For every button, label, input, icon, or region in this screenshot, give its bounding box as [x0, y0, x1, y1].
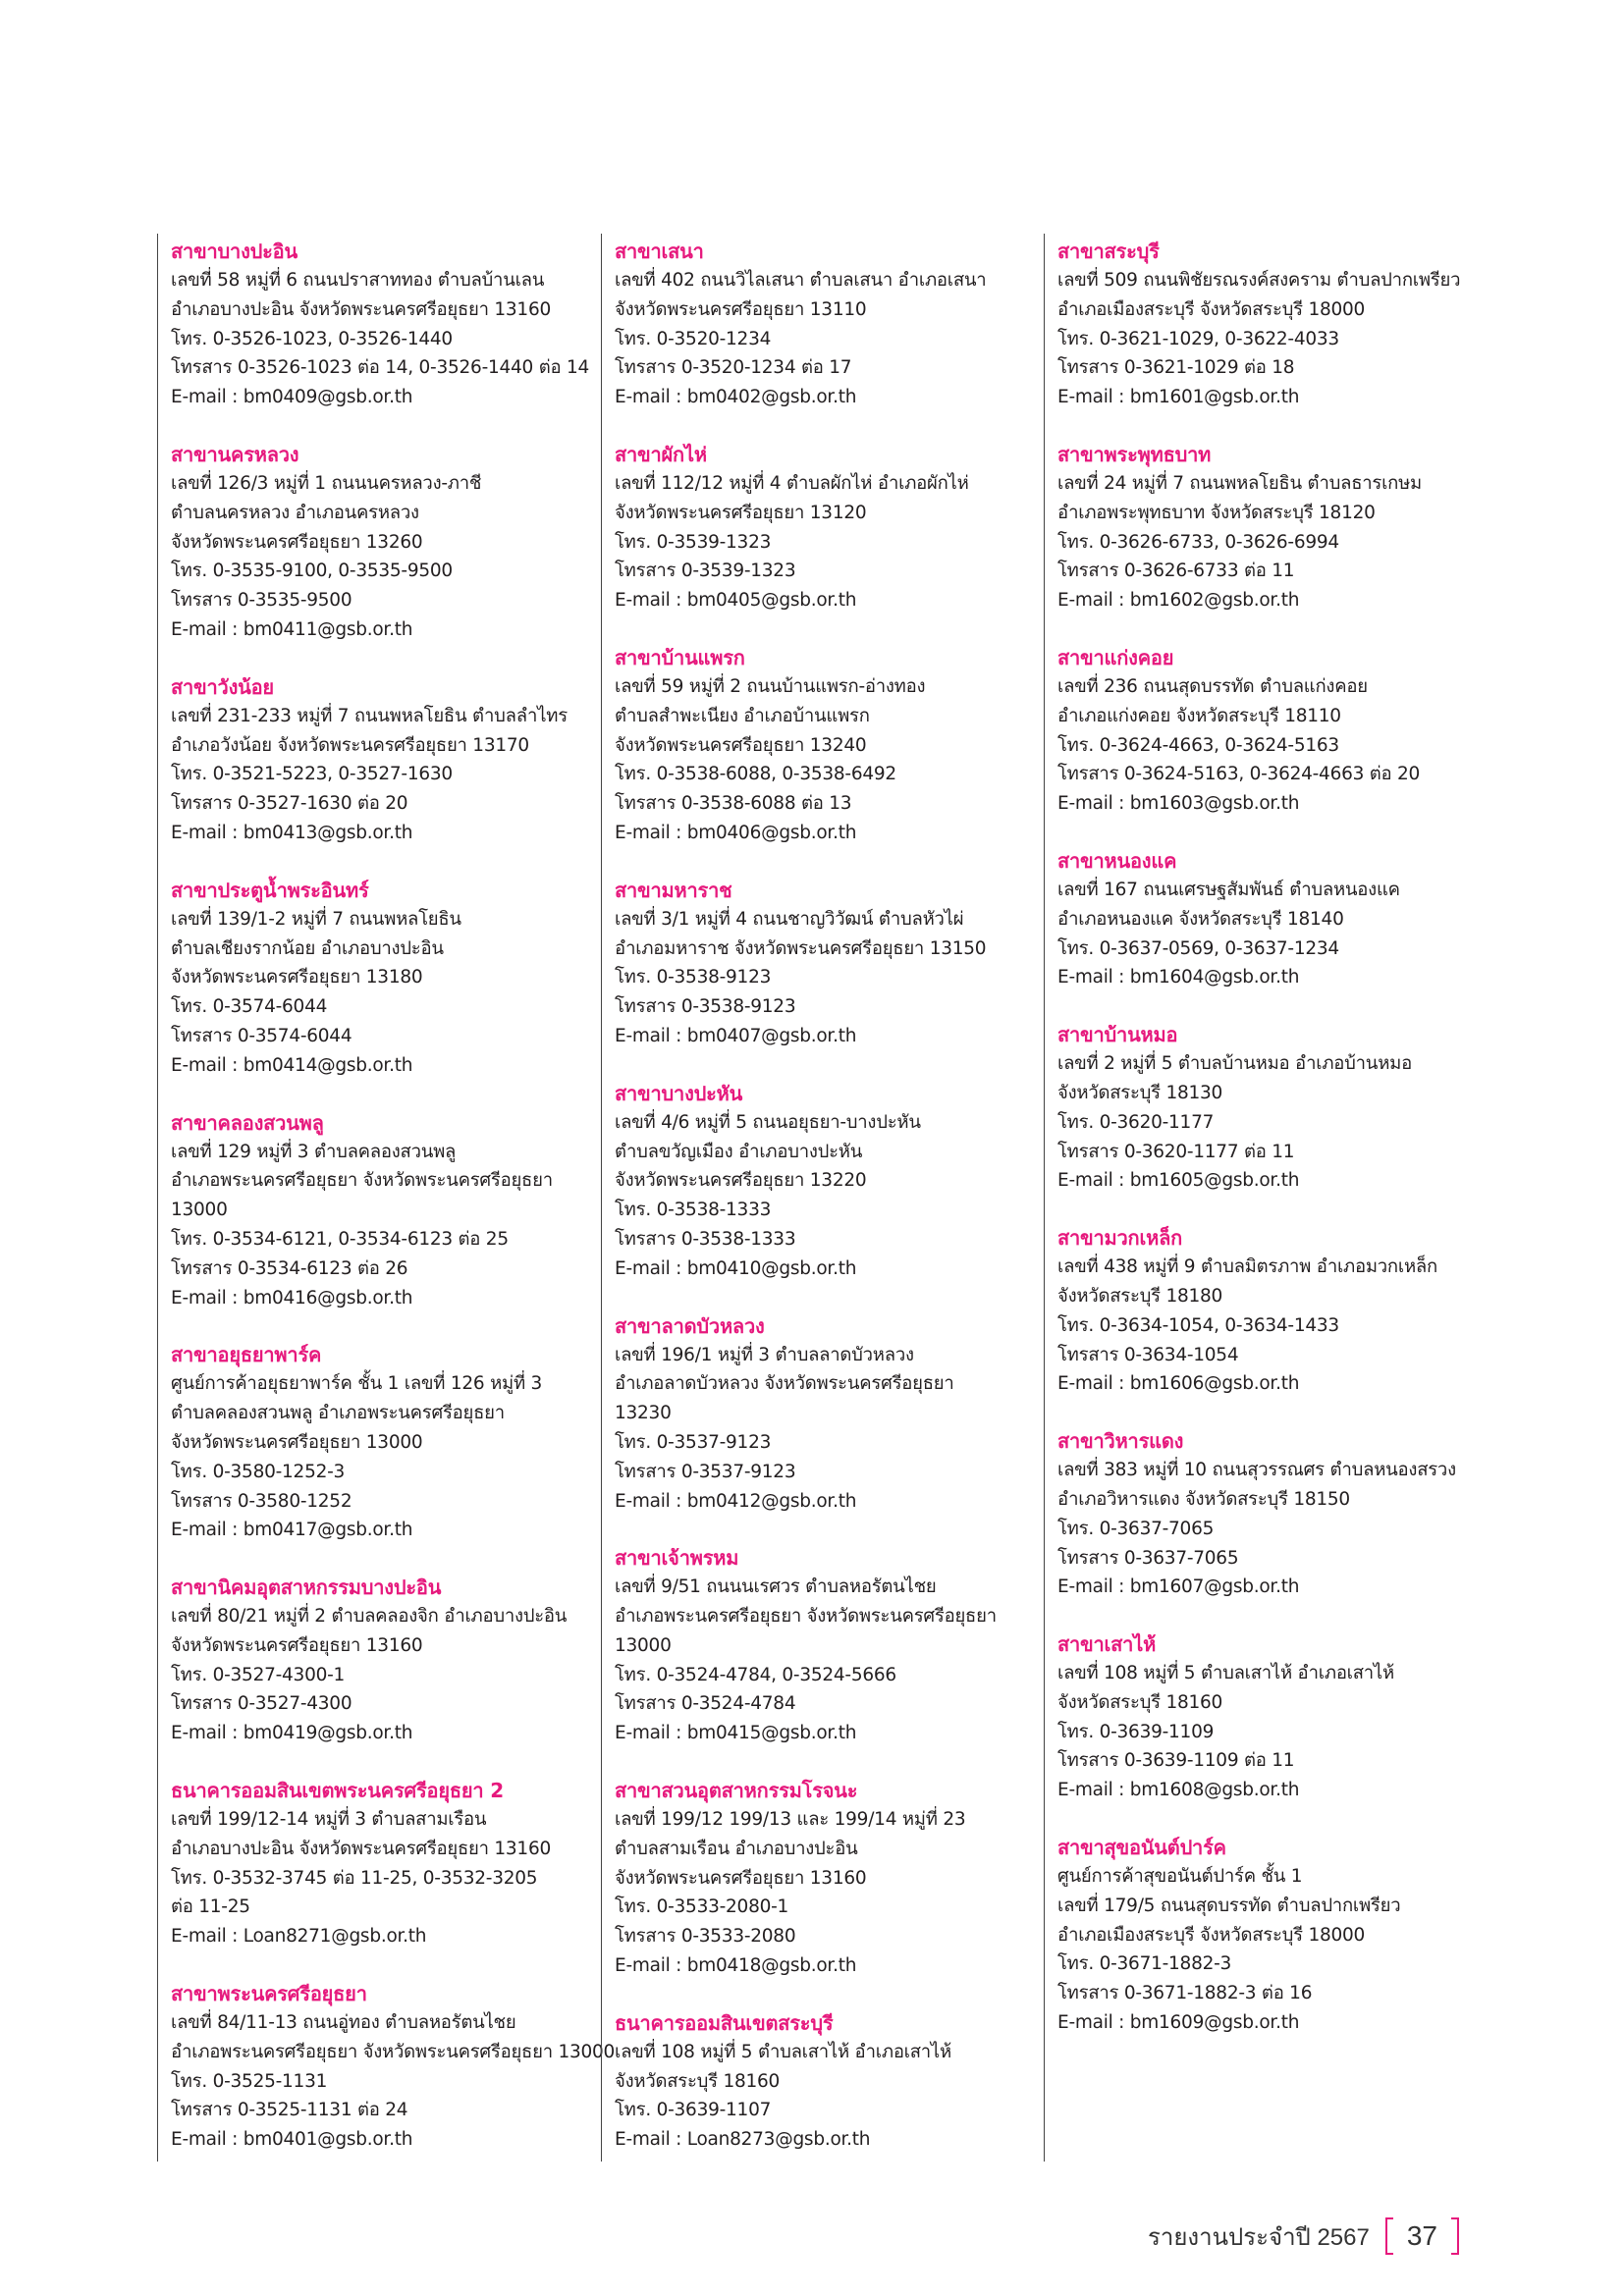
phone-line: โทร. 0-3520-1234 [615, 328, 772, 349]
branch-name: สาขาผักไห่ [615, 442, 707, 466]
report-title: รายงานประจำปี 2567 [1147, 2223, 1370, 2251]
branch-name: สาขาอยุธยาพาร์ค [171, 1343, 322, 1367]
fax-line: โทรสาร 0-3537-9123 [615, 1461, 796, 1482]
phone-line: โทร. 0-3538-9123 [615, 967, 772, 988]
branch-name: ธนาคารออมสินเขตพระนครศรีอยุธยา 2 [171, 1779, 504, 1803]
fax-line: โทรสาร 0-3574-6044 [171, 1025, 352, 1046]
address-line: เลขที่ 9/51 ถนนนเรศวร ตำบลหอรัตนไชย [615, 1576, 937, 1598]
address-line: เลขที่ 2 หมู่ที่ 5 ตำบลบ้านหมอ อำเภอบ้านหมอ [1057, 1053, 1412, 1075]
email-line: E-mail : bm1605@gsb.or.th [1057, 1170, 1300, 1192]
address-line: อำเภอแก่งคอย จังหวัดสระบุรี 18110 [1057, 705, 1341, 726]
branch-column-2 [601, 234, 1033, 2162]
email-line: E-mail : bm0412@gsb.or.th [615, 1490, 857, 1512]
email-line: E-mail : bm0410@gsb.or.th [615, 1257, 857, 1279]
phone-line: โทร. 0-3639-1107 [615, 2100, 772, 2121]
address-line: เลขที่ 4/6 หมู่ที่ 5 ถนนอยุธยา-บางปะหัน [615, 1111, 921, 1133]
address-line: เลขที่ 129 หมู่ที่ 3 ตำบลคลองสวนพลู [171, 1141, 457, 1162]
address-line: เลขที่ 509 ถนนพิชัยรณรงค์สงคราม ตำบลปากเพรียว [1057, 270, 1461, 291]
fax-line: โทรสาร 0-3534-6123 ต่อ 26 [171, 1257, 408, 1279]
address-line: จังหวัดพระนครศรีอยุธยา 13160 [171, 1634, 423, 1656]
address-line: อำเภอวังน้อย จังหวัดพระนครศรีอยุธยา 13170 [171, 734, 529, 756]
email-line: E-mail : bm0406@gsb.or.th [615, 822, 857, 843]
fax-line: โทรสาร 0-3520-1234 ต่อ 17 [615, 357, 852, 379]
branch-name: ธนาคารออมสินเขตสระบุรี [615, 2010, 834, 2035]
address-line: เลขที่ 112/12 หมู่ที่ 4 ตำบลผักไห่ อำเภอผักไห่ [615, 472, 969, 494]
phone-line: โทร. 0-3524-4784, 0-3524-5666 [615, 1664, 896, 1685]
address-line: เลขที่ 196/1 หมู่ที่ 3 ตำบลลาดบัวหลวง [615, 1344, 914, 1365]
fax-line: โทรสาร 0-3526-1023 ต่อ 14, 0-3526-1440 ต่อ 14 [171, 357, 589, 379]
phone-line: โทร. 0-3620-1177 [1057, 1111, 1215, 1133]
fax-line: โทรสาร 0-3671-1882-3 ต่อ 16 [1057, 1983, 1313, 2004]
email-line: E-mail : bm0419@gsb.or.th [171, 1723, 413, 1744]
address-line: เลขที่ 179/5 ถนนสุดบรรทัด ตำบลปากเพรียว [1057, 1895, 1401, 1916]
branch-entry [615, 2009, 1033, 2155]
branch-entry [1057, 1630, 1476, 1805]
branch-name: สาขามหาราช [615, 878, 732, 902]
phone-line: โทร. 0-3574-6044 [171, 996, 328, 1018]
branch-entry [615, 644, 1033, 848]
email-line: E-mail : bm1608@gsb.or.th [1057, 1780, 1300, 1801]
branch-entry [1057, 1021, 1476, 1196]
email-line: E-mail : bm1606@gsb.or.th [1057, 1373, 1300, 1395]
address-line: เลขที่ 80/21 หมู่ที่ 2 ตำบลคลองจิก อำเภอบางปะอิน [171, 1606, 568, 1628]
address-line: จังหวัดพระนครศรีอยุธยา 13120 [615, 502, 867, 523]
email-line: E-mail : bm0401@gsb.or.th [171, 2129, 413, 2151]
email-line: E-mail : bm0409@gsb.or.th [171, 387, 413, 408]
address-line: จังหวัดสระบุรี 18160 [615, 2070, 781, 2092]
address-line: เลขที่ 24 หมู่ที่ 7 ถนนพหลโยธิน ตำบลธารเกษม [1057, 472, 1422, 494]
phone-line: โทร. 0-3538-1333 [615, 1200, 772, 1221]
address-line: จังหวัดพระนครศรีอยุธยา 13220 [615, 1170, 867, 1192]
branch-entry [1057, 1427, 1476, 1602]
fax-line: โทรสาร 0-3538-9123 [615, 996, 796, 1018]
address-line: 13000 [615, 1634, 672, 1656]
fax-line: โทรสาร 0-3538-6088 ต่อ 13 [615, 793, 852, 815]
address-line: ตำบลสามเรือน อำเภอบางปะอิน [615, 1838, 858, 1859]
branch-name: สาขาคลองสวนพลู [171, 1110, 324, 1135]
branch-entry [1057, 238, 1476, 412]
fax-line: โทรสาร 0-3527-1630 ต่อ 20 [171, 793, 408, 815]
branch-entry [615, 1544, 1033, 1748]
branch-name: สาขาหนองแค [1057, 848, 1177, 873]
address-line: ตำบลเชียงรากน้อย อำเภอบางปะอิน [171, 937, 444, 959]
address-line: จังหวัดพระนครศรีอยุธยา 13160 [615, 1867, 867, 1889]
phone-line: โทร. 0-3624-4663, 0-3624-5163 [1057, 734, 1339, 756]
address-line: เลขที่ 199/12 199/13 และ 199/14 หมู่ที่ 23 [615, 1809, 966, 1831]
address-line: เลขที่ 3/1 หมู่ที่ 4 ถนนชาญวิวัฒน์ ตำบลหัวไผ่ [615, 908, 964, 930]
fax-line: โทรสาร 0-3524-4784 [615, 1693, 796, 1715]
branch-name: สาขานิคมอุตสาหกรรมบางปะอิน [171, 1575, 442, 1600]
email-line: E-mail : bm0414@gsb.or.th [171, 1054, 413, 1076]
phone-line: โทร. 0-3539-1323 [615, 531, 772, 553]
phone-line: โทร. 0-3534-6121, 0-3534-6123 ต่อ 25 [171, 1228, 509, 1250]
address-line: อำเภอพระนครศรีอยุธยา จังหวัดพระนครศรีอยุธยา [615, 1606, 997, 1628]
address-line: 13230 [615, 1403, 672, 1424]
fax-line: โทรสาร 0-3624-5163, 0-3624-4663 ต่อ 20 [1057, 764, 1421, 785]
address-line: อำเภอลาดบัวหลวง จังหวัดพระนครศรีอยุธยา [615, 1373, 954, 1395]
email-line: E-mail : Loan8273@gsb.or.th [615, 2129, 871, 2151]
address-line: เลขที่ 383 หมู่ที่ 10 ถนนสุวรรณศร ตำบลหนองสรวง [1057, 1460, 1456, 1481]
branch-entry [615, 238, 1033, 412]
fax-line: โทรสาร 0-3637-7065 [1057, 1547, 1239, 1569]
phone-line: โทร. 0-3671-1882-3 [1057, 1953, 1232, 1975]
branch-entry [171, 1109, 589, 1313]
address-line: ศูนย์การค้าอยุธยาพาร์ค ชั้น 1 เลขที่ 126 หมู่ที่ 3 [171, 1373, 543, 1395]
address-line: อำเภอวิหารแดง จังหวัดสระบุรี 18150 [1057, 1488, 1350, 1510]
branch-name: สาขามวกเหล็ก [1057, 1226, 1183, 1251]
branch-column-1 [157, 234, 616, 2162]
address-line: อำเภอเมืองสระบุรี จังหวัดสระบุรี 18000 [1057, 1924, 1366, 1946]
address-line: ตำบลสำพะเนียง อำเภอบ้านแพรก [615, 705, 870, 726]
phone-line: โทร. 0-3626-6733, 0-3626-6994 [1057, 531, 1339, 553]
fax-line: โทรสาร 0-3580-1252 [171, 1490, 352, 1512]
phone-line: โทร. 0-3537-9123 [615, 1431, 772, 1453]
branch-entry [171, 1341, 589, 1545]
branch-name: สาขาลาดบัวหลวง [615, 1313, 765, 1338]
branch-entry [1057, 847, 1476, 992]
address-line: เลขที่ 108 หมู่ที่ 5 ตำบลเสาไห้ อำเภอเสาไห้ [1057, 1663, 1394, 1684]
email-line: E-mail : bm1609@gsb.or.th [1057, 2012, 1300, 2034]
branch-name: สาขานครหลวง [171, 442, 299, 466]
address-line: ตำบลนครหลวง อำเภอนครหลวง [171, 502, 419, 523]
branch-name: สาขาสวนอุตสาหกรรมโรจนะ [615, 1779, 858, 1803]
branch-name: สาขาแก่งคอย [1057, 645, 1174, 669]
address-line: จังหวัดพระนครศรีอยุธยา 13180 [171, 967, 423, 988]
branch-name: สาขาพระพุทธบาท [1057, 442, 1212, 466]
branch-name: สาขาบ้านแพรก [615, 645, 745, 669]
phone-line: โทร. 0-3533-2080-1 [615, 1896, 789, 1918]
address-line: อำเภอหนองแค จังหวัดสระบุรี 18140 [1057, 908, 1344, 930]
address-line: อำเภอเมืองสระบุรี จังหวัดสระบุรี 18000 [1057, 298, 1366, 320]
email-line: E-mail : bm0417@gsb.or.th [171, 1520, 413, 1541]
branch-name: สาขาเสาไห้ [1057, 1632, 1157, 1657]
email-line: E-mail : bm0415@gsb.or.th [615, 1723, 857, 1744]
branch-name: สาขาสระบุรี [1057, 240, 1160, 263]
fax-line: โทรสาร 0-3527-4300 [171, 1693, 352, 1715]
phone-line: โทร. 0-3526-1023, 0-3526-1440 [171, 328, 453, 349]
email-line: E-mail : bm0416@gsb.or.th [171, 1287, 413, 1308]
address-line: อำเภอบางปะอิน จังหวัดพระนครศรีอยุธยา 13160 [171, 298, 551, 320]
branch-name: สาขาประตูน้ำพระอินทร์ [171, 878, 369, 902]
branch-name: สาขาวังน้อย [171, 674, 274, 699]
phone-line: โทร. 0-3527-4300-1 [171, 1664, 346, 1685]
fax-line: โทรสาร 0-3639-1109 ต่อ 11 [1057, 1750, 1295, 1772]
branch-entry [1057, 1224, 1476, 1399]
address-line: เลขที่ 59 หมู่ที่ 2 ถนนบ้านแพรก-อ่างทอง [615, 675, 926, 697]
branch-name: สาขาสุขอนันต์ปาร์ค [1057, 1836, 1226, 1860]
address-line: อำเภอพระนครศรีอยุธยา จังหวัดพระนครศรีอยุธยา [171, 1170, 553, 1192]
email-line: E-mail : bm0402@gsb.or.th [615, 387, 857, 408]
email-line: E-mail : bm1601@gsb.or.th [1057, 387, 1300, 408]
address-line: จังหวัดสระบุรี 18130 [1057, 1082, 1223, 1103]
branch-name: สาขาบางปะหัน [615, 1081, 743, 1105]
address-line: ศูนย์การค้าสุขอนันต์ปาร์ค ชั้น 1 [1057, 1866, 1303, 1888]
branch-entry [171, 441, 589, 645]
address-line: จังหวัดพระนครศรีอยุธยา 13240 [615, 734, 867, 756]
phone-line: โทร. 0-3639-1109 [1057, 1721, 1215, 1742]
address-line: จังหวัดสระบุรี 18180 [1057, 1285, 1223, 1307]
branch-column-3 [1044, 234, 1476, 2162]
branch-name: สาขาเจ้าพรหม [615, 1546, 739, 1571]
phone-line: โทร. 0-3637-0569, 0-3637-1234 [1057, 937, 1339, 959]
address-line: เลขที่ 84/11-13 ถนนอู่ทอง ตำบลหอรัตนไชย [171, 2012, 516, 2034]
address-line: ตำบลคลองสวนพลู อำเภอพระนครศรีอยุธยา [171, 1403, 505, 1424]
address-line: อำเภอพระนครศรีอยุธยา จังหวัดพระนครศรีอยุธยา 13000 [171, 2041, 616, 2062]
fax-line: โทรสาร 0-3525-1131 ต่อ 24 [171, 2100, 408, 2121]
address-line: อำเภอมหาราช จังหวัดพระนครศรีอยุธยา 13150 [615, 937, 987, 959]
branch-entry [171, 673, 589, 848]
branch-entry [615, 441, 1033, 615]
email-line: E-mail : bm1604@gsb.or.th [1057, 967, 1300, 988]
fax-line: โทรสาร 0-3620-1177 ต่อ 11 [1057, 1141, 1295, 1162]
branch-entry [171, 1574, 589, 1748]
address-line: เลขที่ 199/12-14 หมู่ที่ 3 ตำบลสามเรือน [171, 1809, 487, 1831]
branch-entry [615, 877, 1033, 1051]
branch-entry [1057, 644, 1476, 819]
branch-entry [171, 877, 589, 1081]
email-line: E-mail : bm0405@gsb.or.th [615, 590, 857, 612]
phone-line: โทร. 0-3532-3745 ต่อ 11-25, 0-3532-3205 [171, 1867, 538, 1889]
branch-entry [1057, 1834, 1476, 2038]
branch-entry [615, 1777, 1033, 1981]
branch-name: สาขาบ้านหมอ [1057, 1023, 1178, 1047]
phone-line: โทร. 0-3580-1252-3 [171, 1461, 346, 1482]
page-number: 37 [1406, 2220, 1437, 2251]
left-bracket-decoration [1385, 2217, 1393, 2255]
address-line: จังหวัดพระนครศรีอยุธยา 13110 [615, 298, 867, 320]
right-bracket-decoration [1451, 2217, 1459, 2255]
branch-name: สาขาเสนา [615, 240, 704, 263]
email-line: E-mail : bm1603@gsb.or.th [1057, 793, 1300, 815]
fax-line: โทรสาร 0-3535-9500 [171, 590, 352, 612]
email-line: E-mail : bm1607@gsb.or.th [1057, 1576, 1300, 1598]
branch-entry [615, 1312, 1033, 1517]
email-line: E-mail : bm0411@gsb.or.th [171, 618, 413, 640]
phone-line: โทร. 0-3525-1131 [171, 2070, 328, 2092]
phone-line: โทร. 0-3634-1054, 0-3634-1433 [1057, 1314, 1339, 1336]
phone-line: โทร. 0-3637-7065 [1057, 1518, 1215, 1539]
address-line: เลขที่ 126/3 หมู่ที่ 1 ถนนนครหลวง-ภาชี [171, 472, 482, 494]
phone-line: โทร. 0-3521-5223, 0-3527-1630 [171, 764, 453, 785]
fax-line: โทรสาร 0-3634-1054 [1057, 1344, 1239, 1365]
address-line: จังหวัดพระนครศรีอยุธยา 13260 [171, 531, 423, 553]
address-line: เลขที่ 167 ถนนเศรษฐสัมพันธ์ ตำบลหนองแค [1057, 879, 1400, 900]
branch-name: สาขาพระนครศรีอยุธยา [171, 1982, 367, 2006]
email-line: E-mail : bm0407@gsb.or.th [615, 1025, 857, 1046]
email-line: E-mail : bm0413@gsb.or.th [171, 822, 413, 843]
branch-entry [615, 1080, 1033, 1284]
branch-entry [171, 238, 589, 412]
branch-entry [171, 1777, 589, 1951]
address-line: ต่อ 11-25 [171, 1896, 250, 1918]
address-line: จังหวัดสระบุรี 18160 [1057, 1691, 1223, 1713]
phone-line: โทร. 0-3535-9100, 0-3535-9500 [171, 561, 453, 582]
address-line: เลขที่ 139/1-2 หมู่ที่ 7 ถนนพหลโยธิน [171, 908, 461, 930]
email-line: E-mail : bm0418@gsb.or.th [615, 1955, 857, 1977]
email-line: E-mail : bm1602@gsb.or.th [1057, 590, 1300, 612]
address-line: อำเภอพระพุทธบาท จังหวัดสระบุรี 18120 [1057, 502, 1376, 523]
address-line: อำเภอบางปะอิน จังหวัดพระนครศรีอยุธยา 13160 [171, 1838, 551, 1859]
email-line: E-mail : Loan8271@gsb.or.th [171, 1926, 427, 1948]
fax-line: โทรสาร 0-3626-6733 ต่อ 11 [1057, 561, 1295, 582]
branch-entry [1057, 441, 1476, 615]
address-line: เลขที่ 438 หมู่ที่ 9 ตำบลมิตรภาพ อำเภอมวกเหล็ก [1057, 1256, 1437, 1278]
fax-line: โทรสาร 0-3538-1333 [615, 1228, 796, 1250]
fax-line: โทรสาร 0-3533-2080 [615, 1926, 796, 1948]
phone-line: โทร. 0-3538-6088, 0-3538-6492 [615, 764, 896, 785]
phone-line: โทร. 0-3621-1029, 0-3622-4033 [1057, 328, 1339, 349]
address-line: 13000 [171, 1200, 228, 1221]
branch-entry [171, 1980, 616, 2155]
address-line: เลขที่ 231-233 หมู่ที่ 7 ถนนพหลโยธิน ตำบลลำไทร [171, 705, 568, 726]
branch-name: สาขาวิหารแดง [1057, 1429, 1184, 1454]
address-line: เลขที่ 108 หมู่ที่ 5 ตำบลเสาไห้ อำเภอเสาไห้ [615, 2041, 951, 2062]
address-line: เลขที่ 58 หมู่ที่ 6 ถนนปราสาททอง ตำบลบ้านเลน [171, 270, 545, 291]
page-footer [1148, 2213, 1459, 2260]
fax-line: โทรสาร 0-3621-1029 ต่อ 18 [1057, 357, 1295, 379]
address-line: เลขที่ 236 ถนนสุดบรรทัด ตำบลแก่งคอย [1057, 675, 1368, 697]
fax-line: โทรสาร 0-3539-1323 [615, 561, 796, 582]
address-line: ตำบลขวัญเมือง อำเภอบางปะหัน [615, 1141, 863, 1162]
branch-name: สาขาบางปะอิน [171, 240, 298, 263]
address-line: เลขที่ 402 ถนนวิไลเสนา ตำบลเสนา อำเภอเสนา [615, 270, 987, 291]
address-line: จังหวัดพระนครศรีอยุธยา 13000 [171, 1431, 423, 1453]
